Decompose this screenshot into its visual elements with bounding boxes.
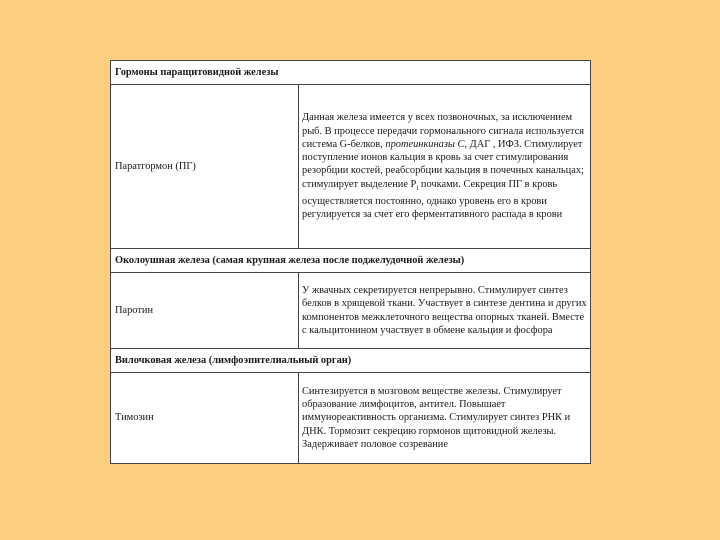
hormone-name: Паротин xyxy=(111,273,299,349)
table-row xyxy=(111,85,591,249)
hormone-description: У жвачных секретируется непрерывно. Стимулирует синтез белков в хрящевой ткани. Участвует в синтезе дентина и других компонентов межклеточного вещества опорных тканей. Вместе с кальцитонином участвует в обмене кальция и фосфора xyxy=(299,273,591,349)
section-heading-parathyroid: Гормоны паращитовидной железы xyxy=(111,61,591,85)
description-text: почками. Секреция ПГ в кровь осуществляется постоянно, однако уровень его в крови регулируется за счет его ферментативного распада в крови xyxy=(302,178,563,221)
hormone-description: Синтезируется в мозговом веществе железы. Стимулирует образование лимфоцитов, антител. Повышает иммунореактивность организма. Стимулирует синтез РНК и ДНК. Тормозит секрецию гормонов щитовидной железы. Задерживает половое созревание xyxy=(299,373,591,464)
section-heading-parotid: Околоушная железа (самая крупная железа после поджелудочной железы) xyxy=(111,249,591,273)
description-subscript: i xyxy=(416,183,419,192)
hormone-table xyxy=(110,60,591,464)
description-text: Данная железа имеется у всех позвоночных, за исключением рыб. В процессе передачи гормонального сигнала используется система G-белков, xyxy=(302,112,585,150)
table-row xyxy=(111,273,591,349)
description-emphasis: протеинкиназы С xyxy=(385,138,465,150)
hormone-name: Паратгормон (ПГ) xyxy=(111,85,299,249)
section-heading-thymus: Вилочковая железа (лимфоэпителиальный орган) xyxy=(111,349,591,373)
hormone-name: Тимозин xyxy=(111,373,299,464)
description-text: , ДАГ , ИФЗ. Стимулирует поступление ионов кальция в кровь за счет стимулирования резорбции костей, реабсорбции кальция в почечных канальцах; стимулирует выделение Р xyxy=(302,138,584,190)
table-row xyxy=(111,373,591,464)
hormone-description xyxy=(299,85,591,249)
